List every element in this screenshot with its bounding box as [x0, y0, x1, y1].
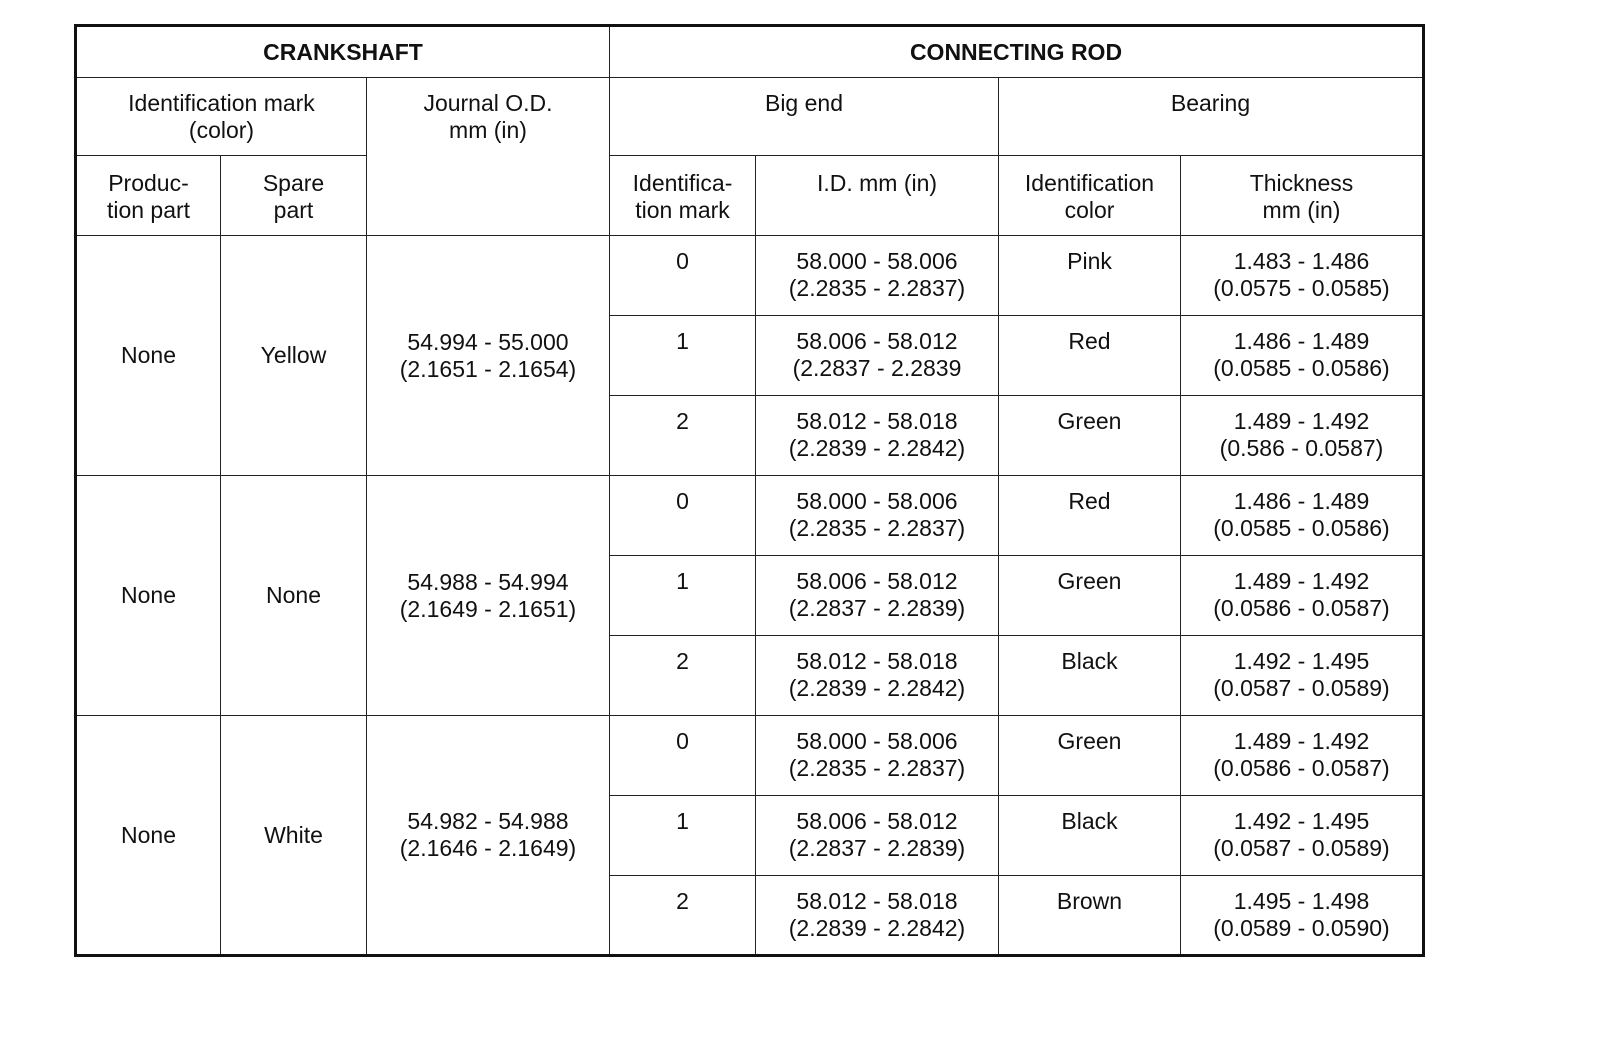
bearing-color-value: Red	[999, 476, 1181, 556]
thickness-value	[1181, 396, 1424, 476]
header-line: tion part	[106, 197, 191, 223]
identification-mark-value: 2	[610, 636, 756, 716]
table-row	[76, 716, 1424, 796]
thickness-value	[1181, 876, 1424, 956]
value-line: 58.012 - 58.018	[796, 648, 958, 674]
big-end-id-value	[756, 716, 999, 796]
value-line: (0.0575 - 0.0585)	[1213, 275, 1390, 301]
journal-od-value	[367, 716, 610, 956]
value-line: 1.489 - 1.492	[1233, 568, 1370, 594]
value-line: 58.006 - 58.012	[796, 808, 958, 834]
identification-mark-value: 1	[610, 556, 756, 636]
identification-mark-value: 1	[610, 796, 756, 876]
header-line: Identification mark	[128, 90, 315, 116]
value-line: 1.483 - 1.486	[1233, 248, 1370, 274]
value-line: (0.586 - 0.0587)	[1219, 435, 1384, 461]
value-line: (2.1649 - 2.1651)	[399, 595, 577, 622]
journal-od-value	[367, 476, 610, 716]
thickness-value	[1181, 716, 1424, 796]
value-line: (2.1646 - 2.1649)	[399, 835, 577, 861]
value-line: 54.994 - 55.000	[407, 328, 569, 355]
identification-color-header	[999, 156, 1181, 236]
header-line: (color)	[188, 117, 255, 143]
value-line: (2.2839 - 2.2842)	[788, 435, 966, 461]
value-line: (2.2837 - 2.2839	[792, 355, 962, 381]
value-line: 58.006 - 58.012	[796, 328, 958, 354]
bearing-color-value: Black	[999, 796, 1181, 876]
header-line: mm (in)	[449, 117, 527, 143]
value-line: 58.000 - 58.006	[796, 488, 958, 514]
value-line: (2.2835 - 2.2837)	[788, 275, 966, 301]
big-end-id-value	[756, 396, 999, 476]
header-line: Identification	[1024, 170, 1155, 196]
header-line: mm (in)	[1262, 197, 1341, 223]
big-end-id-value	[756, 636, 999, 716]
crankshaft-connecting-rod-table	[74, 24, 1425, 957]
value-line: 1.489 - 1.492	[1233, 408, 1370, 434]
value-line: (0.0585 - 0.0586)	[1213, 355, 1390, 381]
value-line: 58.000 - 58.006	[796, 248, 958, 274]
table-row	[76, 476, 1424, 556]
value-line: (2.1651 - 2.1654)	[399, 355, 577, 382]
production-part-header	[76, 156, 221, 236]
bearing-color-value: Green	[999, 556, 1181, 636]
big-end-id-value	[756, 556, 999, 636]
thickness-header	[1181, 156, 1424, 236]
big-end-id-value	[756, 876, 999, 956]
bearing-color-value: Black	[999, 636, 1181, 716]
value-line: (0.0587 - 0.0589)	[1213, 835, 1390, 861]
header-line: tion mark	[635, 197, 730, 223]
value-line: 58.000 - 58.006	[796, 728, 958, 754]
big-end-id-value	[756, 476, 999, 556]
bearing-color-value: Green	[999, 716, 1181, 796]
production-part-value: None	[76, 476, 221, 716]
table-row	[76, 236, 1424, 316]
header-line: Identifica-	[632, 170, 733, 196]
bearing-color-value: Green	[999, 396, 1181, 476]
production-part-value: None	[76, 716, 221, 956]
value-line: 58.012 - 58.018	[796, 408, 958, 434]
identification-mark-value: 2	[610, 876, 756, 956]
header-line: color	[1064, 197, 1115, 223]
identification-mark-header	[610, 156, 756, 236]
value-line: 1.486 - 1.489	[1233, 328, 1370, 354]
value-line: 54.988 - 54.994	[407, 568, 569, 595]
header-row-3	[76, 156, 1424, 236]
journal-od-header	[367, 78, 610, 236]
header-line: Spare	[262, 170, 325, 196]
value-line: 58.012 - 58.018	[796, 888, 958, 914]
header-line: part	[273, 197, 314, 223]
big-end-header: Big end	[610, 78, 999, 156]
value-line: (2.2839 - 2.2842)	[788, 675, 966, 701]
header-line: Produc-	[108, 170, 189, 196]
thickness-value	[1181, 636, 1424, 716]
thickness-value	[1181, 796, 1424, 876]
value-line: (2.2835 - 2.2837)	[788, 755, 966, 781]
thickness-value	[1181, 476, 1424, 556]
header-row-2	[76, 78, 1424, 156]
spare-part-value: None	[221, 476, 367, 716]
value-line: 54.982 - 54.988	[407, 808, 569, 834]
value-line: 58.006 - 58.012	[796, 568, 958, 594]
spare-part-value: Yellow	[221, 236, 367, 476]
table-body	[76, 26, 1424, 956]
bearing-color-value: Brown	[999, 876, 1181, 956]
bearing-color-value: Red	[999, 316, 1181, 396]
identification-mark-value: 2	[610, 396, 756, 476]
production-part-value: None	[76, 236, 221, 476]
id-header: I.D. mm (in)	[756, 156, 999, 236]
header-line: Thickness	[1249, 170, 1354, 196]
thickness-value	[1181, 316, 1424, 396]
identification-mark-value: 0	[610, 476, 756, 556]
value-line: (0.0586 - 0.0587)	[1213, 755, 1390, 781]
journal-od-value	[367, 236, 610, 476]
value-line: 1.492 - 1.495	[1233, 808, 1370, 834]
value-line: (0.0586 - 0.0587)	[1213, 595, 1390, 621]
big-end-id-value	[756, 796, 999, 876]
thickness-value	[1181, 236, 1424, 316]
value-line: 1.492 - 1.495	[1233, 648, 1370, 674]
value-line: 1.489 - 1.492	[1233, 728, 1370, 754]
connecting-rod-header: CONNECTING ROD	[610, 26, 1424, 78]
value-line: (2.2837 - 2.2839)	[788, 595, 966, 621]
title-row	[76, 26, 1424, 78]
value-line: (0.0587 - 0.0589)	[1213, 675, 1390, 701]
big-end-id-value	[756, 316, 999, 396]
identification-mark-value: 1	[610, 316, 756, 396]
big-end-id-value	[756, 236, 999, 316]
spare-part-header	[221, 156, 367, 236]
header-line: Journal O.D.	[423, 90, 553, 116]
value-line: (2.2835 - 2.2837)	[788, 515, 966, 541]
value-line: (2.2839 - 2.2842)	[788, 915, 966, 941]
bearing-header: Bearing	[999, 78, 1424, 156]
identification-mark-value: 0	[610, 236, 756, 316]
identification-mark-value: 0	[610, 716, 756, 796]
spare-part-value: White	[221, 716, 367, 956]
crankshaft-header: CRANKSHAFT	[76, 26, 610, 78]
value-line: (0.0589 - 0.0590)	[1213, 915, 1390, 941]
identification-mark-color-header	[76, 78, 367, 156]
value-line: (2.2837 - 2.2839)	[788, 835, 966, 861]
thickness-value	[1181, 556, 1424, 636]
bearing-color-value: Pink	[999, 236, 1181, 316]
value-line: (0.0585 - 0.0586)	[1213, 515, 1390, 541]
value-line: 1.486 - 1.489	[1233, 488, 1370, 514]
value-line: 1.495 - 1.498	[1233, 888, 1370, 914]
